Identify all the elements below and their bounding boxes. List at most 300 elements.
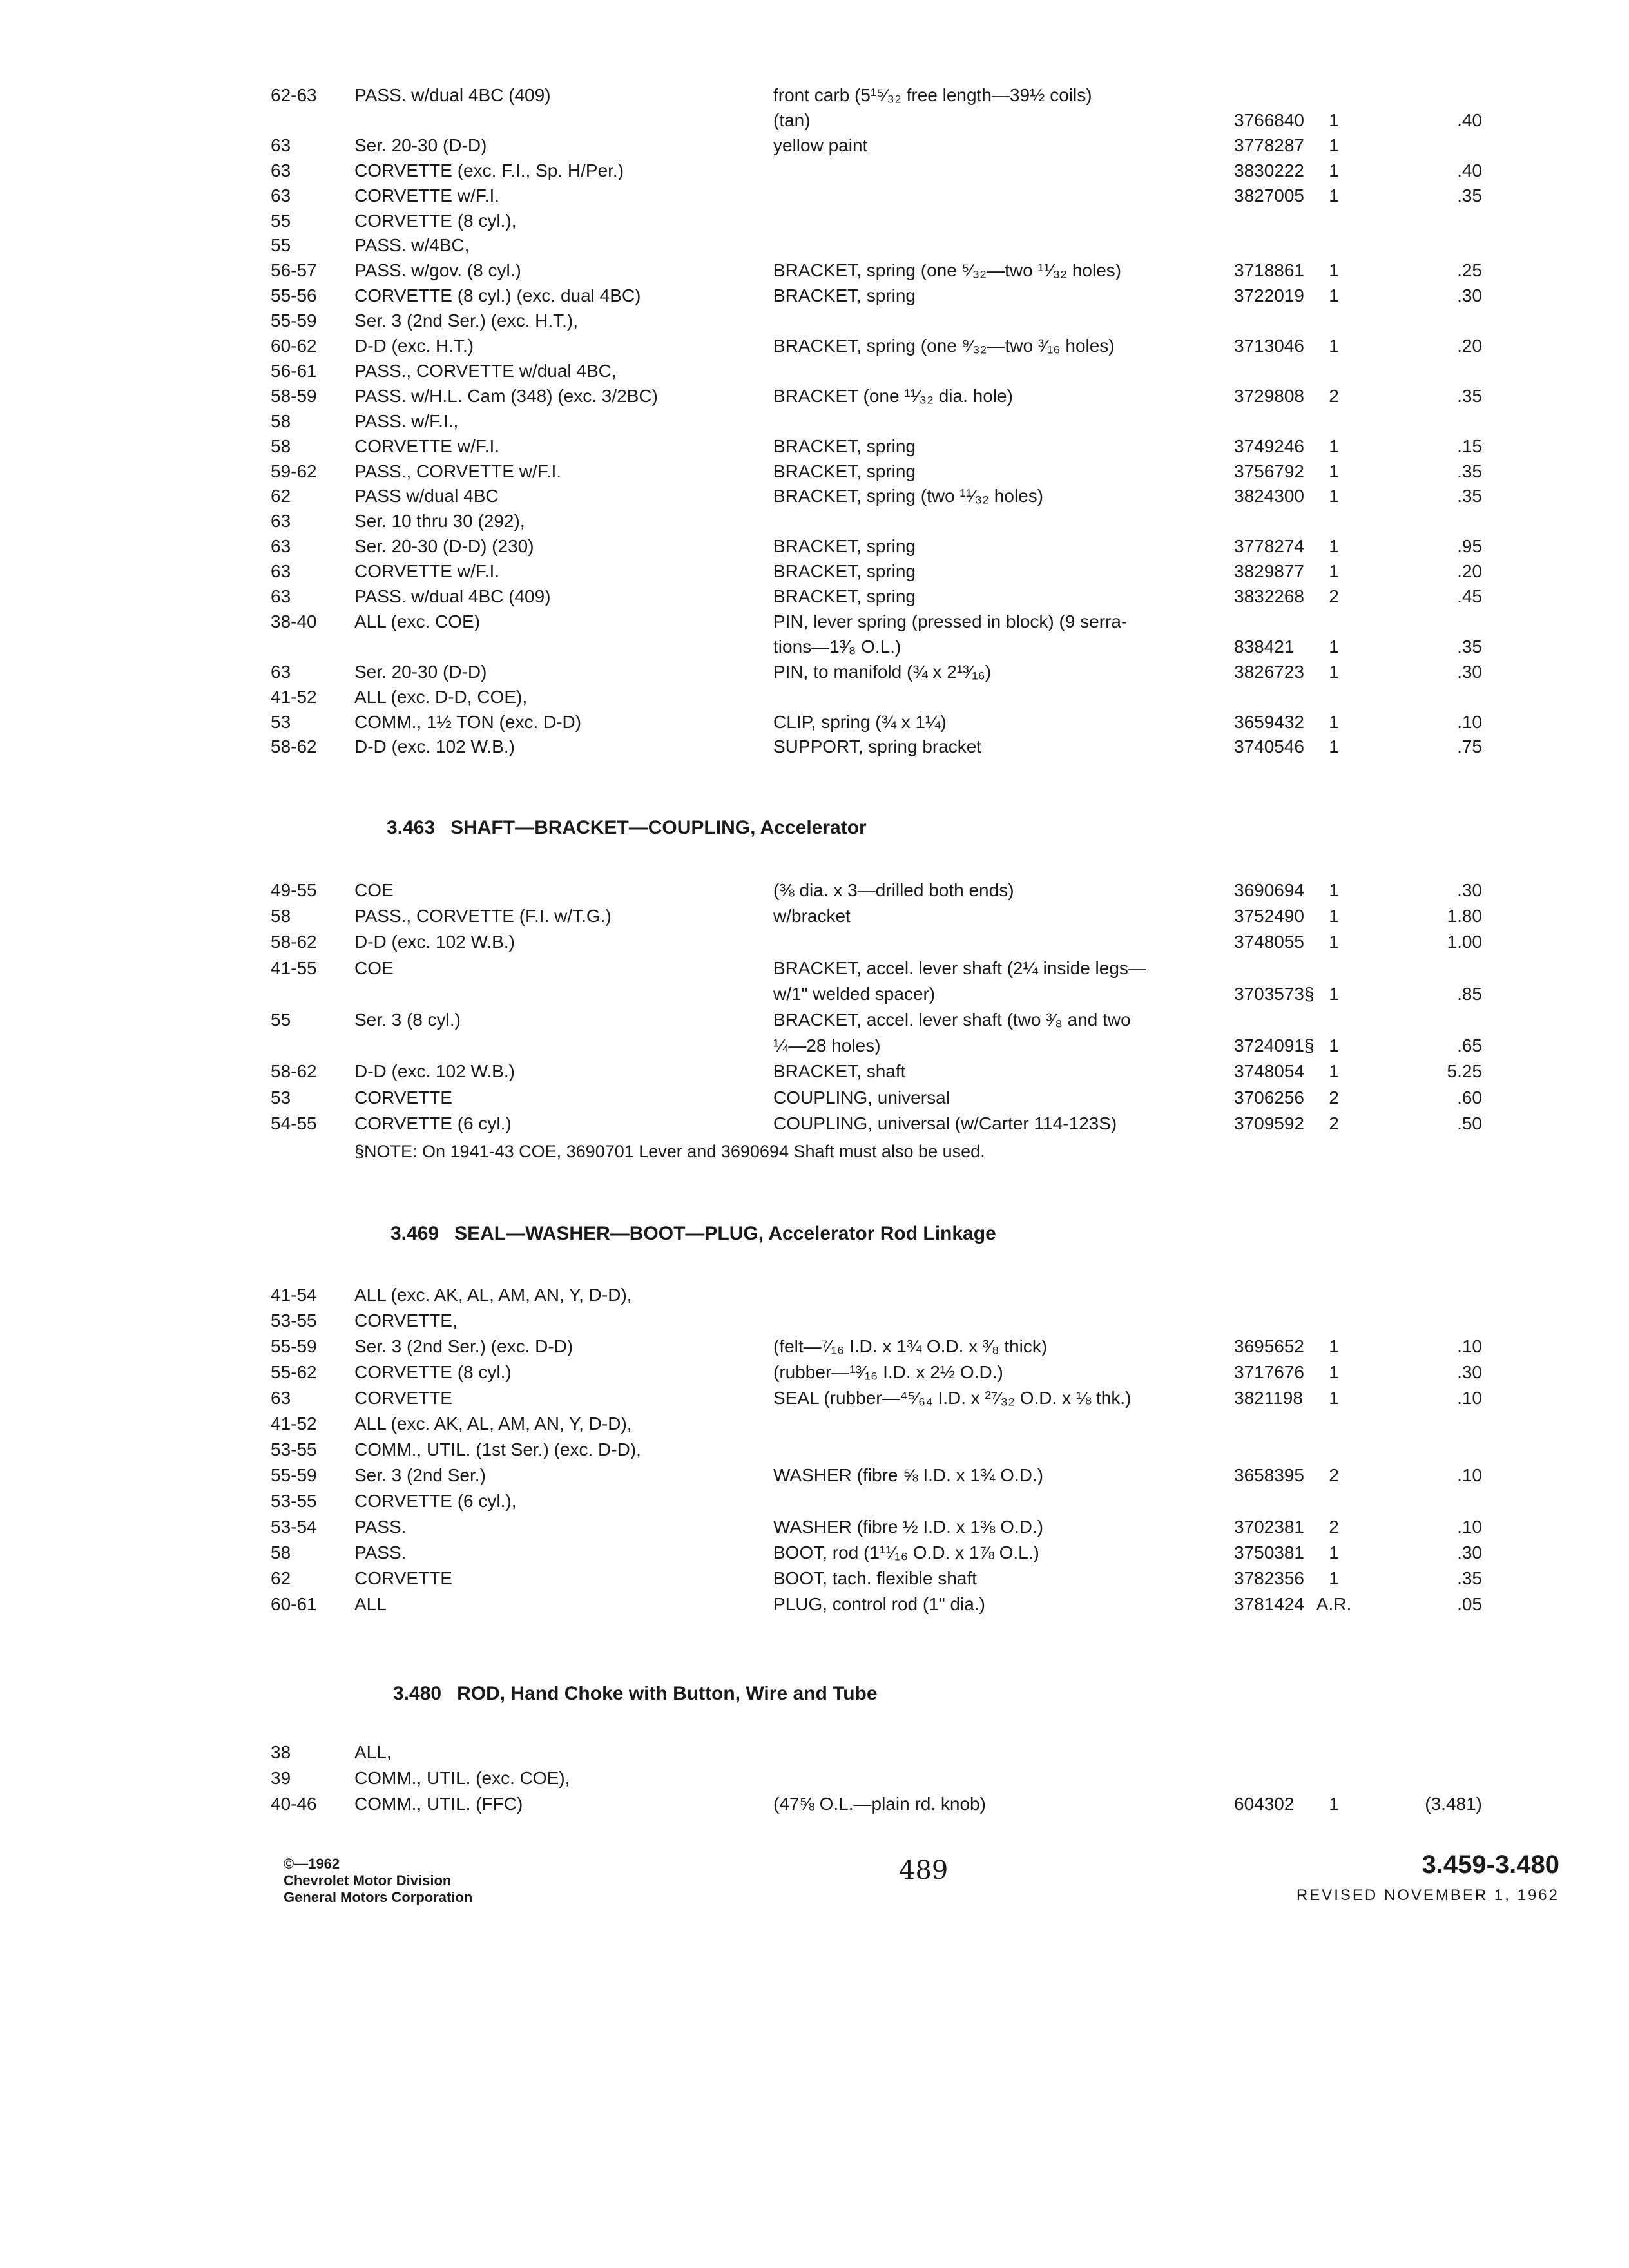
parts-row [0, 709, 1629, 735]
application-model: PASS. w/F.I., [354, 411, 459, 431]
application-model: CORVETTE (8 cyl.) (exc. dual 4BC) [354, 285, 641, 305]
part-number: 838421 [1234, 637, 1295, 657]
list-price: .15 [1457, 436, 1482, 456]
application-model: ALL [354, 1594, 387, 1614]
footer-corporation: General Motors Corporation [284, 1889, 473, 1905]
part-number: 3724091§ [1234, 1035, 1315, 1055]
list-price: 5.25 [1447, 1061, 1482, 1081]
application-model: CORVETTE (8 cyl.) [354, 1362, 512, 1382]
parts-row [0, 634, 1629, 660]
model-year: 63 [271, 511, 291, 531]
list-price: .10 [1457, 712, 1482, 732]
part-description: BOOT, tach. flexible shaft [773, 1568, 977, 1588]
parts-row [0, 383, 1629, 409]
list-price: 1.80 [1447, 906, 1482, 926]
model-year: 55-56 [271, 285, 317, 305]
model-year: 41-55 [271, 958, 317, 978]
part-description: CLIP, spring (¾ x 1¼) [773, 712, 947, 732]
parts-row [0, 1360, 1629, 1385]
part-number: 3832268 [1234, 586, 1305, 606]
model-year: 58 [271, 436, 291, 456]
list-price: .35 [1457, 1568, 1482, 1588]
application-model: PASS. w/dual 4BC (409) [354, 85, 551, 105]
part-number: 3695652 [1234, 1336, 1305, 1356]
part-description: PIN, lever spring (pressed in block) (9 serra- [773, 611, 1128, 631]
list-price: .65 [1457, 1035, 1482, 1055]
part-description: BRACKET, spring [773, 436, 916, 456]
application-model: Ser. 3 (8 cyl.) [354, 1010, 461, 1030]
quantity: 2 [1329, 586, 1339, 606]
footer-copyright: ©—1962 [284, 1856, 340, 1872]
part-number: 3690694 [1234, 880, 1305, 900]
parts-row [0, 609, 1629, 635]
model-year: 53-54 [271, 1517, 317, 1537]
model-year: 58-62 [271, 932, 317, 952]
part-description: (rubber—¹³⁄₁₆ I.D. x 2½ O.D.) [773, 1362, 1003, 1382]
quantity: 1 [1329, 336, 1339, 356]
part-number: 3778287 [1234, 135, 1305, 155]
section-note: §NOTE: On 1941-43 COE, 3690701 Lever and 3690694 Shaft must also be used. [354, 1142, 985, 1161]
parts-row [0, 233, 1629, 258]
application-model: ALL, [354, 1742, 392, 1762]
parts-row [0, 283, 1629, 309]
parts-row [0, 483, 1629, 509]
part-description: BRACKET (one ¹¹⁄₃₂ dia. hole) [773, 386, 1013, 406]
application-model: CORVETTE (exc. F.I., Sp. H/Per.) [354, 160, 624, 180]
quantity: 1 [1329, 135, 1339, 155]
list-price: .95 [1457, 536, 1482, 556]
quantity: 1 [1329, 984, 1339, 1004]
quantity: 1 [1329, 1568, 1339, 1588]
parts-row [0, 1111, 1629, 1137]
model-year: 53-55 [271, 1311, 317, 1331]
part-description: WASHER (fibre ½ I.D. x 1⅜ O.D.) [773, 1517, 1044, 1537]
parts-row [0, 1765, 1629, 1791]
model-year: 60-62 [271, 336, 317, 356]
parts-row [0, 929, 1629, 955]
application-model: COMM., UTIL. (FFC) [354, 1794, 523, 1814]
parts-row [0, 684, 1629, 710]
parts-row [0, 1282, 1629, 1308]
part-description: tions—1³⁄₈ O.L.) [773, 637, 901, 657]
section-heading [387, 817, 867, 839]
list-price: .45 [1457, 586, 1482, 606]
application-model: ALL (exc. COE) [354, 611, 481, 631]
model-year: 39 [271, 1768, 291, 1788]
model-year: 62 [271, 486, 291, 506]
model-year: 63 [271, 135, 291, 155]
model-year: 58-62 [271, 1061, 317, 1081]
part-description: BRACKET, spring (two ¹¹⁄₃₂ holes) [773, 486, 1044, 506]
quantity: 1 [1329, 461, 1339, 481]
revision-date: REVISED NOVEMBER 1, 1962 [1296, 1887, 1559, 1904]
part-number: 3740546 [1234, 736, 1305, 756]
model-year: 54-55 [271, 1113, 317, 1133]
part-number: 3766840 [1234, 110, 1305, 130]
parts-row [0, 1566, 1629, 1591]
application-model: PASS. w/H.L. Cam (348) (exc. 3/2BC) [354, 386, 658, 406]
application-model: CORVETTE [354, 1388, 452, 1408]
quantity: 1 [1329, 561, 1339, 581]
part-description: SUPPORT, spring bracket [773, 736, 982, 756]
quantity: 2 [1329, 1517, 1339, 1537]
quantity: 2 [1329, 1088, 1339, 1108]
application-model: PASS., CORVETTE w/dual 4BC, [354, 361, 617, 381]
part-number: 3781424 [1234, 1594, 1305, 1614]
model-year: 63 [271, 662, 291, 682]
parts-row [0, 533, 1629, 559]
quantity: 1 [1329, 285, 1339, 305]
application-model: CORVETTE w/F.I. [354, 436, 500, 456]
model-year: 58 [271, 906, 291, 926]
application-model: PASS. [354, 1517, 407, 1537]
parts-row [0, 1514, 1629, 1540]
part-number: 3756792 [1234, 461, 1305, 481]
part-number: 3782356 [1234, 1568, 1305, 1588]
part-description: COUPLING, universal (w/Carter 114-123S) [773, 1113, 1117, 1133]
part-number: 3826723 [1234, 662, 1305, 682]
quantity: 1 [1329, 1542, 1339, 1562]
footer-publisher [284, 1856, 472, 1906]
parts-row [0, 82, 1629, 108]
section-heading [393, 1683, 878, 1705]
section-title: SHAFT—BRACKET—COUPLING, Accelerator [450, 817, 867, 838]
application-model: CORVETTE [354, 1568, 452, 1588]
quantity: 1 [1329, 260, 1339, 280]
application-model: PASS., CORVETTE (F.I. w/T.G.) [354, 906, 612, 926]
part-number: 3824300 [1234, 486, 1305, 506]
part-description: BRACKET, spring [773, 536, 916, 556]
list-price: .35 [1457, 386, 1482, 406]
parts-row [0, 258, 1629, 284]
list-price: .30 [1457, 285, 1482, 305]
quantity: 1 [1329, 186, 1339, 206]
part-description: w/bracket [773, 906, 851, 926]
footer-division: Chevrolet Motor Division [284, 1872, 452, 1888]
model-year: 60-61 [271, 1594, 317, 1614]
application-model: COMM., 1½ TON (exc. D-D) [354, 712, 582, 732]
application-model: Ser. 3 (2nd Ser.) (exc. H.T.), [354, 311, 579, 331]
model-year: 62-63 [271, 85, 317, 105]
part-number: 3658395 [1234, 1465, 1305, 1485]
parts-row [0, 183, 1629, 209]
list-price: .35 [1457, 186, 1482, 206]
model-year: 41-54 [271, 1285, 317, 1305]
parts-row [0, 1791, 1629, 1817]
part-description: BRACKET, accel. lever shaft (two ³⁄₈ and two [773, 1010, 1131, 1030]
model-year: 58 [271, 1542, 291, 1562]
list-price: .30 [1457, 880, 1482, 900]
parts-row [0, 1437, 1629, 1463]
list-price: 1.00 [1447, 932, 1482, 952]
application-model: CORVETTE [354, 1088, 452, 1108]
model-year: 41-52 [271, 687, 317, 707]
application-model: Ser. 3 (2nd Ser.) [354, 1465, 486, 1485]
model-year: 55 [271, 211, 291, 231]
parts-row [0, 1007, 1629, 1033]
model-year: 55-62 [271, 1362, 317, 1382]
quantity: 1 [1329, 1794, 1339, 1814]
list-price: .10 [1457, 1465, 1482, 1485]
part-description: BRACKET, accel. lever shaft (2¼ inside legs— [773, 958, 1146, 978]
parts-row [0, 358, 1629, 384]
parts-row [0, 1385, 1629, 1411]
quantity: 1 [1329, 160, 1339, 180]
application-model: COMM., UTIL. (1st Ser.) (exc. D-D), [354, 1439, 641, 1459]
quantity: 1 [1329, 1388, 1339, 1408]
parts-row [0, 308, 1629, 334]
parts-row [0, 1740, 1629, 1765]
model-year: 56-57 [271, 260, 317, 280]
section-number: 3.469 [390, 1223, 439, 1244]
part-description: SEAL (rubber—⁴⁵⁄₆₄ I.D. x ²⁷⁄₃₂ O.D. x ⅛ thk.) [773, 1388, 1132, 1408]
part-number: 3717676 [1234, 1362, 1305, 1382]
part-description: BRACKET, spring [773, 461, 916, 481]
quantity: 1 [1329, 436, 1339, 456]
part-description: BRACKET, spring (one ⁹⁄₃₂—two ³⁄₁₆ holes) [773, 336, 1115, 356]
parts-row [0, 1540, 1629, 1566]
part-number: 3749246 [1234, 436, 1305, 456]
model-year: 38 [271, 1742, 291, 1762]
part-description: BRACKET, spring (one ⁵⁄₃₂—two ¹¹⁄₃₂ holes) [773, 260, 1122, 280]
section-heading [390, 1223, 996, 1245]
model-year: 40-46 [271, 1794, 317, 1814]
part-description: (felt—⁷⁄₁₆ I.D. x 1¾ O.D. x ³⁄₈ thick) [773, 1336, 1048, 1356]
application-model: PASS. w/4BC, [354, 235, 470, 255]
quantity: 1 [1329, 110, 1339, 130]
model-year: 62 [271, 1568, 291, 1588]
quantity: 1 [1329, 906, 1339, 926]
parts-row [0, 408, 1629, 434]
part-number: 3778274 [1234, 536, 1305, 556]
quantity: 1 [1329, 662, 1339, 682]
part-number: 3713046 [1234, 336, 1305, 356]
part-number: 3748054 [1234, 1061, 1305, 1081]
parts-row [0, 1308, 1629, 1334]
list-price: .10 [1457, 1388, 1482, 1408]
part-description: ¼—28 holes) [773, 1035, 881, 1055]
quantity: 1 [1329, 712, 1339, 732]
parts-row [0, 878, 1629, 903]
part-description: yellow paint [773, 135, 868, 155]
part-description: w/1" welded spacer) [773, 984, 936, 1004]
list-price: .60 [1457, 1088, 1482, 1108]
parts-row [0, 1033, 1629, 1059]
part-description: (⅜ dia. x 3—drilled both ends) [773, 880, 1014, 900]
parts-row [0, 1085, 1629, 1111]
list-price: .35 [1457, 461, 1482, 481]
part-description: PLUG, control rod (1" dia.) [773, 1594, 985, 1614]
application-model: PASS. w/dual 4BC (409) [354, 586, 551, 606]
part-number: 3706256 [1234, 1088, 1305, 1108]
model-year: 41-52 [271, 1414, 317, 1434]
parts-row [0, 659, 1629, 685]
application-model: CORVETTE w/F.I. [354, 561, 500, 581]
part-number: 3702381 [1234, 1517, 1305, 1537]
quantity: 1 [1329, 1362, 1339, 1382]
parts-row [0, 508, 1629, 534]
application-model: D-D (exc. H.T.) [354, 336, 474, 356]
part-number: 604302 [1234, 1794, 1295, 1814]
part-description: BRACKET, shaft [773, 1061, 906, 1081]
model-year: 55-59 [271, 311, 317, 331]
application-model: Ser. 20-30 (D-D) (230) [354, 536, 534, 556]
quantity: 2 [1329, 1113, 1339, 1133]
application-model: CORVETTE (6 cyl.), [354, 1491, 517, 1511]
quantity: 1 [1329, 880, 1339, 900]
parts-row [0, 1488, 1629, 1514]
list-price: .20 [1457, 336, 1482, 356]
application-model: ALL (exc. D-D, COE), [354, 687, 528, 707]
part-description: BRACKET, spring [773, 586, 916, 606]
section-range: 3.459-3.480 [1422, 1850, 1559, 1879]
list-price: .75 [1457, 736, 1482, 756]
list-price: .10 [1457, 1336, 1482, 1356]
application-model: ALL (exc. AK, AL, AM, AN, Y, D-D), [354, 1414, 632, 1434]
parts-row [0, 133, 1629, 159]
model-year: 63 [271, 561, 291, 581]
model-year: 55-59 [271, 1465, 317, 1485]
part-number: 3827005 [1234, 186, 1305, 206]
parts-row [0, 734, 1629, 760]
model-year: 49-55 [271, 880, 317, 900]
part-description: (tan) [773, 110, 811, 130]
parts-row [0, 981, 1629, 1007]
model-year: 59-62 [271, 461, 317, 481]
application-model: COMM., UTIL. (exc. COE), [354, 1768, 570, 1788]
model-year: 63 [271, 160, 291, 180]
quantity: 2 [1329, 386, 1339, 406]
model-year: 58-62 [271, 736, 317, 756]
parts-row [0, 1059, 1629, 1084]
list-price: .85 [1457, 984, 1482, 1004]
model-year: 56-61 [271, 361, 317, 381]
parts-row [0, 1463, 1629, 1488]
part-description: front carb (5¹⁵⁄₃₂ free length—39½ coils) [773, 85, 1092, 105]
application-model: CORVETTE w/F.I. [354, 186, 500, 206]
parts-row [0, 434, 1629, 459]
model-year: 58-59 [271, 386, 317, 406]
section-number: 3.463 [387, 817, 436, 838]
part-number: 3709592 [1234, 1113, 1305, 1133]
part-number: 3830222 [1234, 160, 1305, 180]
model-year: 63 [271, 586, 291, 606]
application-model: ALL (exc. AK, AL, AM, AN, Y, D-D), [354, 1285, 632, 1305]
list-price: .25 [1457, 260, 1482, 280]
application-model: COE [354, 958, 394, 978]
application-model: CORVETTE (6 cyl.) [354, 1113, 512, 1133]
quantity: 1 [1329, 932, 1339, 952]
list-price: .30 [1457, 1362, 1482, 1382]
model-year: 53 [271, 1088, 291, 1108]
application-model: COE [354, 880, 394, 900]
list-price: .05 [1457, 1594, 1482, 1614]
parts-row [0, 559, 1629, 584]
part-number: 3748055 [1234, 932, 1305, 952]
application-model: CORVETTE, [354, 1311, 458, 1331]
list-price: .30 [1457, 1542, 1482, 1562]
model-year: 55 [271, 235, 291, 255]
parts-row [0, 459, 1629, 485]
application-model: PASS., CORVETTE w/F.I. [354, 461, 562, 481]
page-number: 489 [899, 1856, 949, 1885]
application-model: Ser. 3 (2nd Ser.) (exc. D-D) [354, 1336, 574, 1356]
section-title: ROD, Hand Choke with Button, Wire and Tube [457, 1683, 878, 1704]
application-model: D-D (exc. 102 W.B.) [354, 736, 515, 756]
parts-row [0, 158, 1629, 184]
parts-row [0, 1334, 1629, 1360]
part-description: BRACKET, spring [773, 561, 916, 581]
application-model: PASS w/dual 4BC [354, 486, 499, 506]
model-year: 53-55 [271, 1491, 317, 1511]
parts-row [0, 903, 1629, 929]
list-price: (3.481) [1425, 1794, 1482, 1814]
parts-row [0, 333, 1629, 359]
part-number: 3703573§ [1234, 984, 1315, 1004]
part-description: WASHER (fibre ⅝ I.D. x 1¾ O.D.) [773, 1465, 1044, 1485]
parts-row [0, 1411, 1629, 1437]
quantity: 1 [1329, 486, 1339, 506]
part-description: (47⅝ O.L.—plain rd. knob) [773, 1794, 986, 1814]
list-price: .35 [1457, 637, 1482, 657]
list-price: .20 [1457, 561, 1482, 581]
model-year: 53-55 [271, 1439, 317, 1459]
part-number: 3821198 [1234, 1388, 1303, 1408]
part-number: 3729808 [1234, 386, 1305, 406]
part-description: COUPLING, universal [773, 1088, 950, 1108]
quantity: 1 [1329, 1035, 1339, 1055]
section-number: 3.480 [393, 1683, 442, 1704]
quantity: 1 [1329, 736, 1339, 756]
application-model: Ser. 20-30 (D-D) [354, 135, 487, 155]
parts-row [0, 1591, 1629, 1617]
part-number: 3829877 [1234, 561, 1305, 581]
model-year: 38-40 [271, 611, 317, 631]
quantity: 1 [1329, 536, 1339, 556]
list-price: .50 [1457, 1113, 1482, 1133]
model-year: 55-59 [271, 1336, 317, 1356]
part-description: PIN, to manifold (¾ x 2¹³⁄₁₆) [773, 662, 992, 682]
part-description: BRACKET, spring [773, 285, 916, 305]
model-year: 53 [271, 712, 291, 732]
part-description: BOOT, rod (1¹¹⁄₁₆ O.D. x 1⅞ O.L.) [773, 1542, 1039, 1562]
model-year: 55 [271, 1010, 291, 1030]
section-title: SEAL—WASHER—BOOT—PLUG, Accelerator Rod Linkage [454, 1223, 996, 1244]
application-model: PASS. w/gov. (8 cyl.) [354, 260, 521, 280]
list-price: .35 [1457, 486, 1482, 506]
application-model: D-D (exc. 102 W.B.) [354, 1061, 515, 1081]
model-year: 58 [271, 411, 291, 431]
quantity: 1 [1329, 1336, 1339, 1356]
parts-row [0, 584, 1629, 610]
model-year: 63 [271, 186, 291, 206]
application-model: Ser. 20-30 (D-D) [354, 662, 487, 682]
list-price: .30 [1457, 662, 1482, 682]
application-model: Ser. 10 thru 30 (292), [354, 511, 525, 531]
application-model: D-D (exc. 102 W.B.) [354, 932, 515, 952]
part-number: 3752490 [1234, 906, 1305, 926]
model-year: 63 [271, 536, 291, 556]
part-number: 3718861 [1234, 260, 1305, 280]
parts-row [0, 108, 1629, 133]
quantity: 1 [1329, 1061, 1339, 1081]
application-model: PASS. [354, 1542, 407, 1562]
part-number: 3750381 [1234, 1542, 1305, 1562]
part-number: 3722019 [1234, 285, 1305, 305]
parts-row [0, 208, 1629, 234]
quantity: 2 [1329, 1465, 1339, 1485]
list-price: .10 [1457, 1517, 1482, 1537]
